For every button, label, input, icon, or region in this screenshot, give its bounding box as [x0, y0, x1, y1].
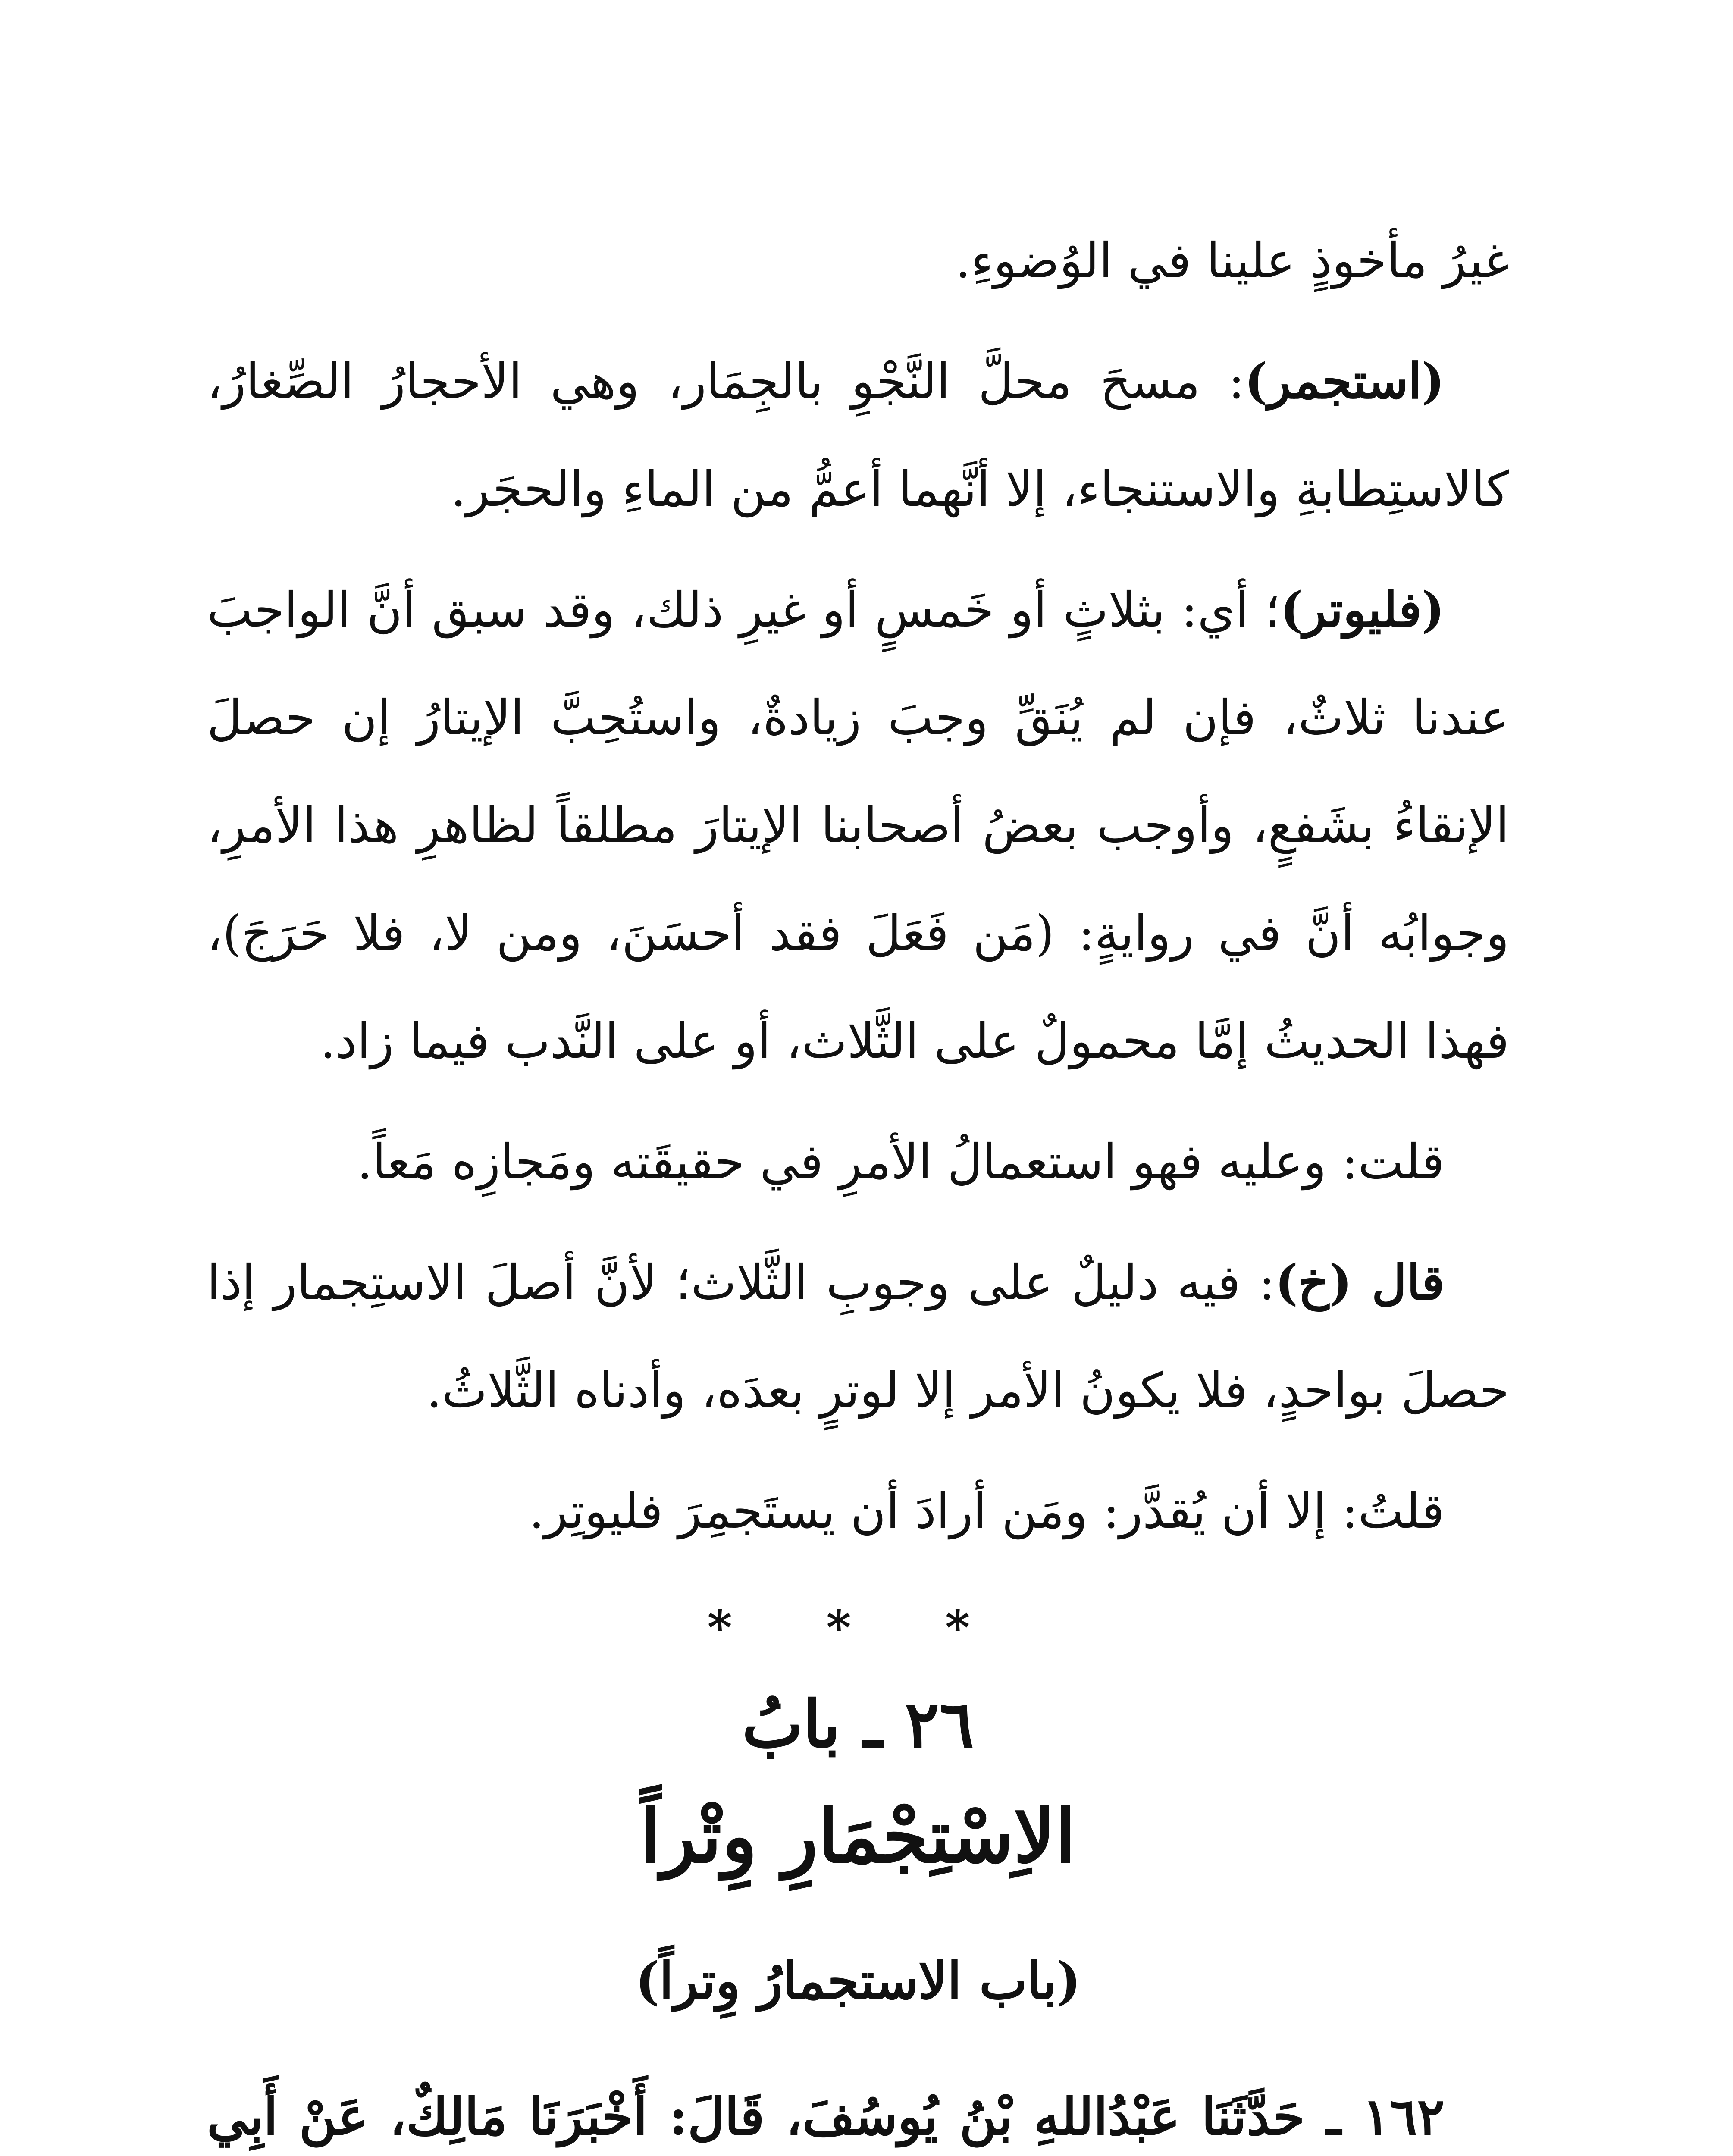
paragraph-text: ؛ أي: بثلاثٍ أو خَمسٍ أو غيرِ ذلك، وقد سبق أنَّ الواجبَ عندنا ثلاثٌ، فإن لم يُنَقِّ وجبَ زيادةٌ، واستُحِبَّ الإيتارُ إن حصلَ الإنقاءُ بشَفعٍ، وأوجب بعضُ أصحابنا الإيتارَ مطلقاً لظاهرِ هذا الأمرِ، وجوابُه أنَّ في روايةٍ: (مَن فَعَلَ فقد أحسَنَ، ومن لا، فلا حَرَجَ)، فهذا الحديثُ إمَّا محمولٌ على الثَّلاث، أو على النَّدب فيما زاد.: [207, 582, 1509, 1069]
paragraph-text: غيرُ مأخوذٍ علينا في الوُضوءِ.: [955, 233, 1509, 289]
page-body: [207, 207, 1509, 2156]
paragraph-lead-term: قال (خ): [1275, 1254, 1445, 1311]
paragraph-qal-kh: [207, 1229, 1509, 1445]
chapter-title: الاِسْتِجْمَارِ وِتْراً: [640, 1793, 1076, 1880]
chapter-number: ٢٦ ـ بابُ: [742, 1686, 975, 1762]
paragraph-lead-term: (فليوتر): [1280, 582, 1445, 638]
paragraph-text: قلت: وعليه فهو استعمالُ الأمرِ في حقيقَته ومَجازِه مَعاً.: [357, 1134, 1445, 1190]
paragraph-text: : مسحَ محلَّ النَّجْوِ بالجِمَار، وهي الأحجارُ الصِّغارُ، كالاستِطابةِ والاستنجاء، إلا أنَّهما أعمُّ من الماءِ والحجَر.: [207, 354, 1509, 517]
paragraph-falyutir: [207, 556, 1509, 1095]
paragraph-text: قلتُ: إلا أن يُقدَّر: ومَن أرادَ أن يستَجمِرَ فليوتِر.: [529, 1483, 1445, 1539]
paragraph-qultu-2: [207, 1457, 1509, 1565]
paragraph-text: : فيه دليلٌ على وجوبِ الثَّلاث؛ لأنَّ أصلَ الاستِجمار إذا حصلَ بواحدٍ، فلا يكونُ الأمر إلا لوترٍ بعدَه، وأدناه الثَّلاثُ.: [207, 1255, 1509, 1419]
section-separator: * * *: [707, 1600, 1009, 1655]
chapter-sub-heading: (باب الاستجمارُ وِتراً): [635, 1951, 1081, 2011]
hadith-text: ١٦٢ ـ حَدَّثَنَا عَبْدُاللهِ بْنُ يُوسُفَ، قَالَ: أَخْبَرَنَا مَالِكٌ، عَنْ أَبِي: [207, 2087, 1445, 2147]
paragraph-continuation: [207, 207, 1509, 315]
paragraph-qultu-1: [207, 1108, 1509, 1216]
paragraph-istajmar: [207, 328, 1509, 543]
paragraph-lead-term: (استجمر): [1244, 353, 1445, 410]
